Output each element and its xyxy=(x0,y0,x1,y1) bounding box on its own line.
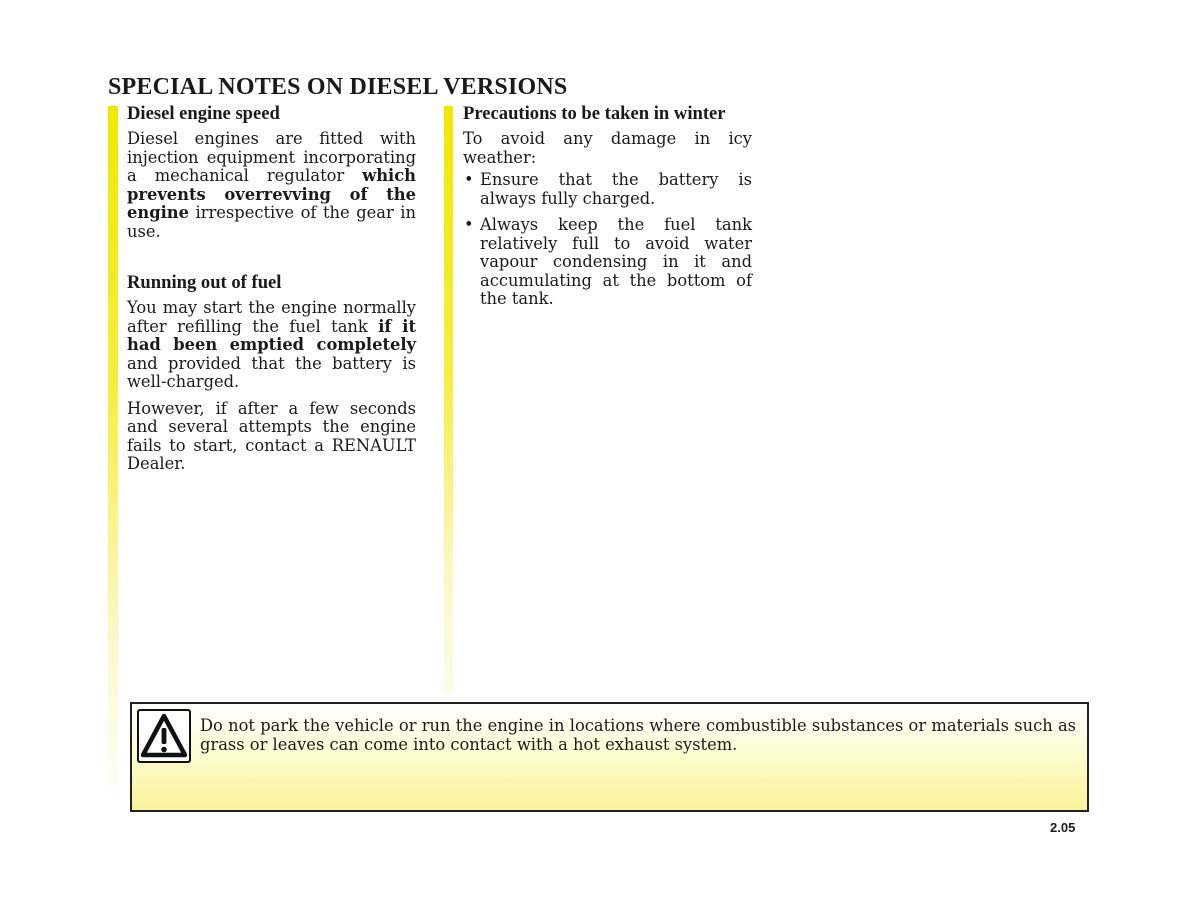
page-number: 2.05 xyxy=(1050,820,1076,835)
right-column-accent-bar xyxy=(444,106,453,694)
section-heading-running-out-of-fuel: Running out of fuel xyxy=(127,272,282,293)
page-title: SPECIAL NOTES ON DIESEL VERSIONS xyxy=(108,74,568,100)
section-heading-engine-speed: Diesel engine speed xyxy=(127,103,280,124)
running-out-p1-end: and provided that the battery is well-charged. xyxy=(127,353,416,391)
running-out-paragraph-2: However, if after a few seconds and several attempts the engine fails to start, contact a RENAULT Dealer. xyxy=(127,398,416,473)
engine-speed-text-end: irrespective of the gear in use. xyxy=(127,203,416,241)
left-column xyxy=(127,104,416,482)
engine-speed-text xyxy=(127,130,416,241)
section-heading-winter-precautions: Precautions to be taken in winter xyxy=(463,103,726,124)
warning-triangle-icon xyxy=(137,709,191,763)
engine-speed-text-emphasis: which prevents overrevving of the engine xyxy=(127,166,416,222)
running-out-p1-start: You may start the engine normally after refilling the fuel tank xyxy=(127,298,416,336)
left-column-accent-bar xyxy=(108,106,118,806)
list-item: • Always keep the fuel tank relatively full to avoid water vapour condensing in it and accumulating at the bottom of the tank. xyxy=(463,216,752,309)
winter-intro: To avoid any damage in icy weather: xyxy=(463,129,752,167)
warning-text: Do not park the vehicle or run the engine in locations where combustible substances or materials such as grass or leaves can come into contact with a hot exhaust system. xyxy=(200,716,1076,754)
section-spacer xyxy=(127,249,416,273)
right-column xyxy=(463,104,752,317)
engine-speed-text-start: Diesel engines are fitted with injection equipment incorporating a mechanical regulator xyxy=(127,129,416,185)
running-out-p1-emphasis: if it had been emptied completely xyxy=(127,316,417,354)
list-item: • Ensure that the battery is always fully charged. xyxy=(463,171,752,208)
running-out-paragraph-1 xyxy=(127,299,416,392)
winter-bullet-list xyxy=(463,171,752,309)
warning-box xyxy=(130,702,1089,812)
